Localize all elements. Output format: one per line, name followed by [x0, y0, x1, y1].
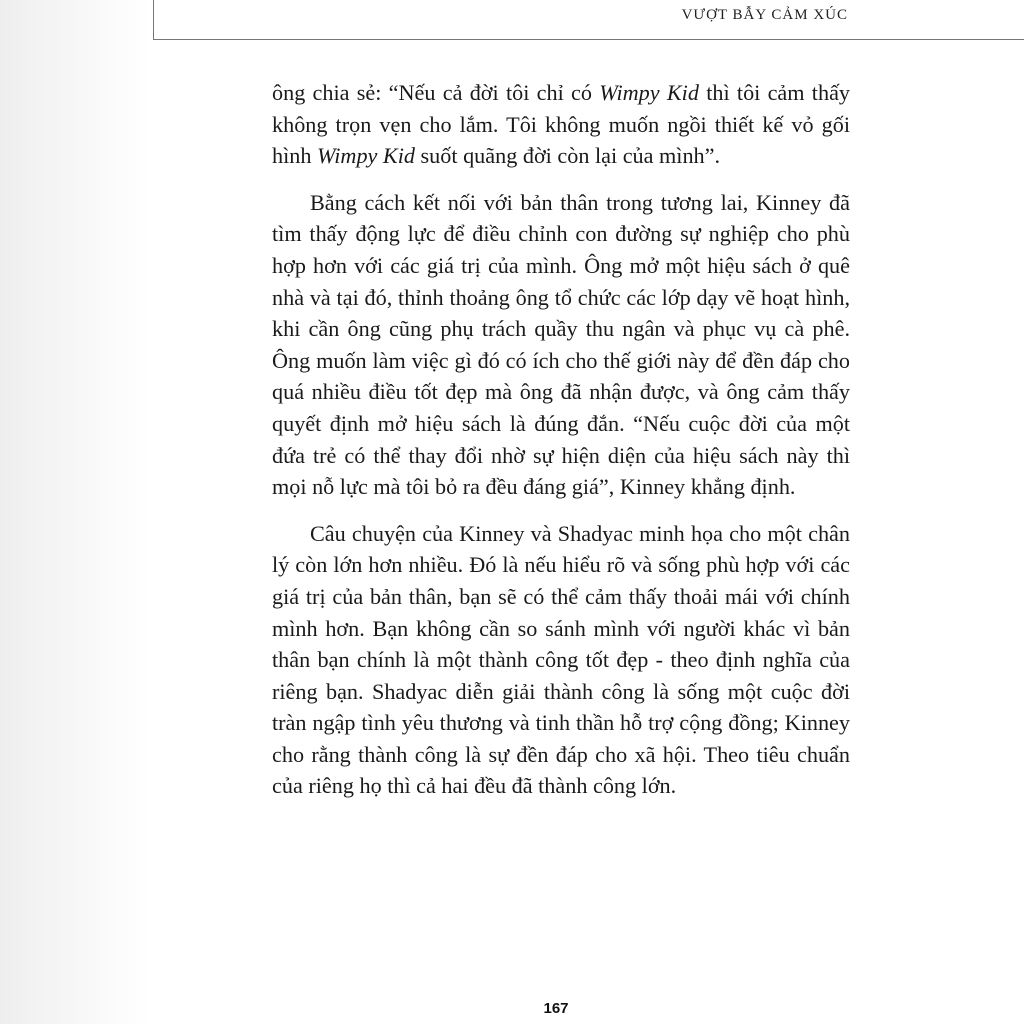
running-head: VƯỢT BẪY CẢM XÚC	[681, 7, 848, 23]
p1-text-c: thì tôi cảm thấy không trọn vẹn cho lắm. Tôi không muốn ngồi thiết kế vỏ gối hình	[272, 80, 851, 169]
spine-shadow	[0, 0, 150, 1024]
body-text	[272, 77, 850, 817]
p1-title-2: Wimpy Kid	[317, 143, 415, 169]
p1-title-1: Wimpy Kid	[599, 80, 699, 105]
paragraph-2: Bằng cách kết nối với bản thân trong tương lai, Kinney đã tìm thấy động lực để điều chỉnh con đường sự nghiệp cho phù hợp hơn với các giá trị của mình. Ông mở một hiệu sách ở quê nhà và tại đó, thỉnh thoảng ông tổ chức các lớp dạy vẽ hoạt hình, khi cần ông cũng phụ trách quầy thu ngân và phục vụ cà phê. Ông muốn làm việc gì đó có ích cho thế giới này để đền đáp cho quá nhiều điều tốt đẹp mà ông đã nhận được, và ông cảm thấy quyết định mở hiệu sách là đúng đắn. “Nếu cuộc đời của một đứa trẻ có thể thay đổi nhờ sự hiện diện của hiệu sách này thì mọi nỗ lực mà tôi bỏ ra đều đáng giá”, Kinney khẳng định.	[272, 189, 850, 500]
paragraph-3: Câu chuyện của Kinney và Shadyac minh họa cho một chân lý còn lớn hơn nhiều. Đó là nếu hiểu rõ và sống phù hợp với các giá trị của bản thân, bạn sẽ có thể cảm thấy thoải mái với chính mình hơn. Bạn không cần so sánh mình với người khác vì bản thân bạn chính là một thành công tốt đẹp - theo định nghĩa của riêng bạn. Shadyac diễn giải thành công là sống một cuộc đời tràn ngập tình yêu thương và tinh thần hỗ trợ cộng đồng; Kinney cho rằng thành công là sự đền đáp cho xã hội. Theo tiêu chuẩn của riêng họ thì cả hai đều đã thành công lớn.	[272, 520, 850, 799]
header-rule	[153, 0, 1024, 40]
p1-text-e: suốt quãng đời còn lại của mình”.	[415, 143, 721, 169]
page-number: 167	[543, 1000, 569, 1017]
p1-text-a: ông chia sẻ: “Nếu cả đời tôi chỉ có	[272, 80, 600, 105]
paragraph-1	[272, 77, 850, 172]
